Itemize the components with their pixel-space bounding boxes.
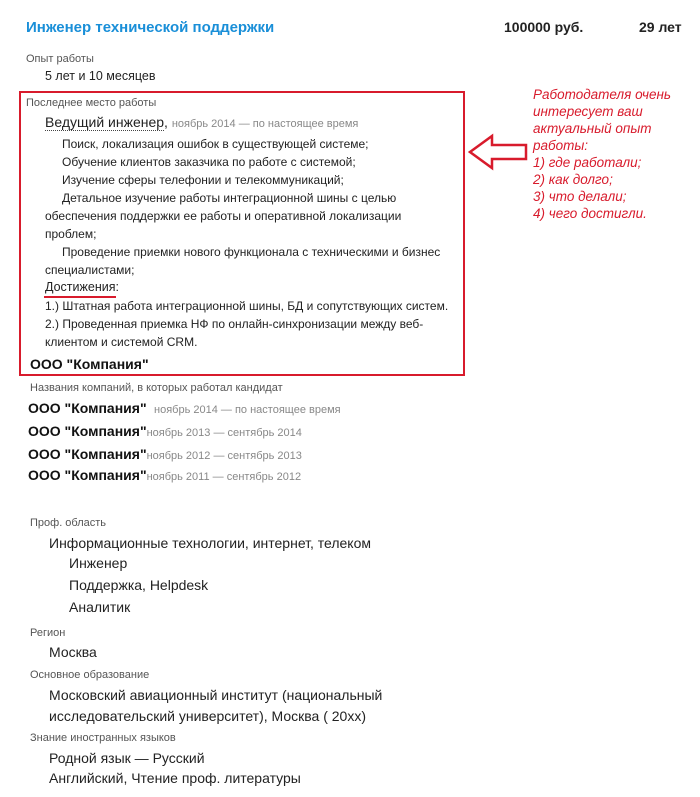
last-job-label: Последнее место работы (26, 97, 157, 109)
languages-label: Знание иностранных языков (30, 732, 176, 744)
duty-line: проблем; (45, 227, 97, 241)
education-line: исследовательский университет), Москва ( 20xx) (49, 708, 367, 724)
resume-title[interactable]: Инженер технической поддержки (26, 19, 275, 36)
company-row (28, 467, 301, 485)
company-name[interactable]: ООО "Компания" (28, 467, 147, 483)
annotation-line: 3) что делали; (533, 189, 627, 204)
annotation-line: 1) где работали; (533, 155, 642, 170)
achievement-line: клиентом и системой CRM. (45, 335, 198, 349)
achievements-label: Достижения: (45, 280, 119, 294)
experience-label: Опыт работы (26, 53, 94, 65)
company-row (28, 423, 302, 441)
duty-line: специалистами; (45, 263, 135, 277)
age: 29 лет (639, 19, 682, 35)
prof-area-label: Проф. область (30, 517, 107, 529)
prof-area-main: Информационные технологии, интернет, телеком (49, 535, 371, 551)
red-arrow-left-icon (468, 132, 530, 172)
company-row (28, 400, 341, 418)
duty-line: обеспечения поддержки ее работы и оперативной локализации (45, 209, 402, 223)
last-job-position (45, 114, 358, 130)
company-name[interactable]: ООО "Компания" (28, 400, 147, 416)
company-dates: ноябрь 2014 — по настоящее время (154, 404, 341, 416)
last-job-dates: ноябрь 2014 — по настоящее время (171, 118, 359, 130)
prof-area-item: Инженер (69, 555, 128, 571)
achievement-line: 2.) Проведенная приемка НФ по онлайн-синхронизации между веб- (45, 317, 424, 331)
last-job-company[interactable]: ООО "Компания" (30, 356, 149, 372)
education-label: Основное образование (30, 669, 150, 681)
annotation-note (533, 86, 671, 222)
experience-value: 5 лет и 10 месяцев (45, 69, 156, 83)
company-dates: ноябрь 2013 — сентябрь 2014 (146, 427, 302, 439)
region-label: Регион (30, 627, 66, 639)
company-name[interactable]: ООО "Компания" (28, 446, 147, 462)
annotation-line: 4) чего достигли. (533, 206, 647, 221)
duty-line: Обучение клиентов заказчика по работе с системой; (62, 155, 356, 169)
duty-line: Проведение приемки нового функционала с техническими и бизнес (62, 245, 441, 259)
company-dates: ноябрь 2012 — сентябрь 2013 (146, 450, 302, 462)
duty-line: Изучение сферы телефонии и телекоммуникаций; (62, 173, 344, 187)
company-dates: ноябрь 2011 — сентябрь 2012 (146, 471, 302, 483)
annotation-line: Работодателя очень (533, 87, 671, 102)
annotation-line: 2) как долго; (533, 172, 613, 187)
companies-label: Названия компаний, в которых работал кандидат (30, 382, 283, 394)
achievement-line: 1.) Штатная работа интеграционной шины, БД и сопутствующих систем. (45, 299, 449, 313)
position-title: Ведущий инженер (45, 114, 165, 130)
duty-line: Поиск, локализация ошибок в существующей системе; (62, 137, 369, 151)
salary: 100000 руб. (504, 19, 584, 35)
prof-area-item: Поддержка, Helpdesk (69, 577, 209, 593)
annotation-line: работы: (533, 138, 589, 153)
company-name[interactable]: ООО "Компания" (28, 423, 147, 439)
language-item: Родной язык — Русский (49, 750, 205, 766)
region-value: Москва (49, 644, 97, 660)
language-item: Английский, Чтение проф. литературы (49, 770, 301, 786)
prof-area-item: Аналитик (69, 599, 131, 615)
company-row (28, 446, 302, 464)
annotation-line: интересует ваш (533, 104, 643, 119)
education-line: Московский авиационный институт (национальный (49, 687, 383, 703)
duty-line: Детальное изучение работы интеграционной шины с целью (62, 191, 397, 205)
position-comma: , (164, 114, 168, 130)
annotation-line: актуальный опыт (533, 121, 652, 136)
